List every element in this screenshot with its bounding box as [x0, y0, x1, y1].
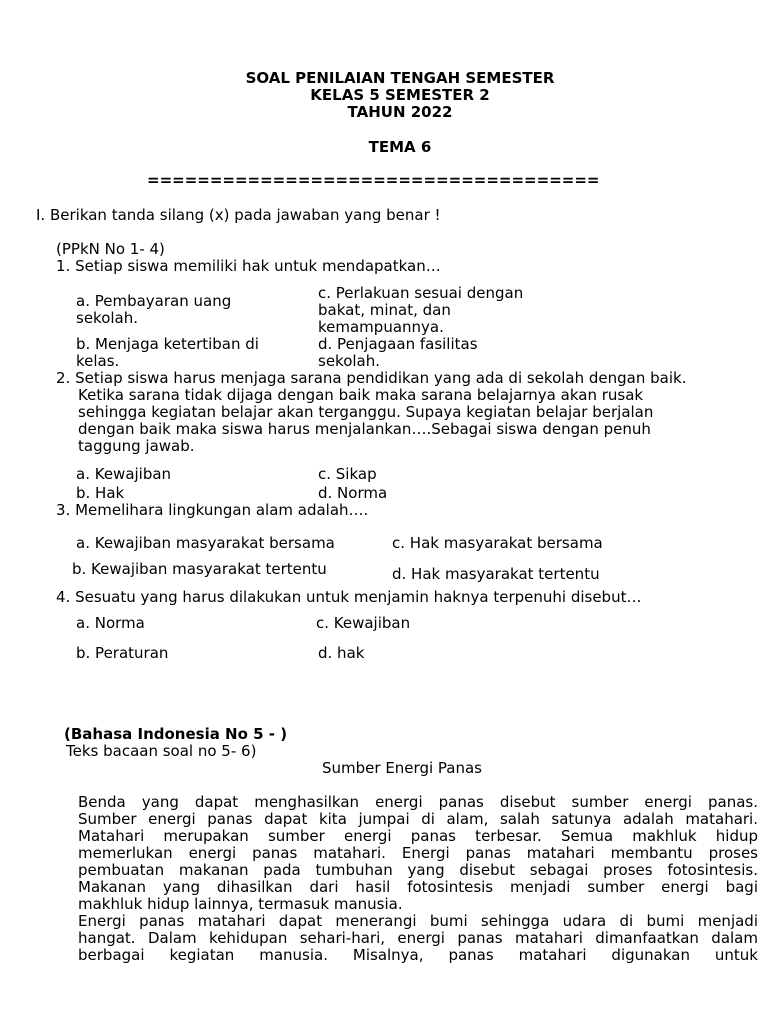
paragraph-line: pembuatan makanan pada tumbuhan yang disebut sebagai proses fotosintesis.	[78, 861, 758, 879]
question-2-line5: taggung jawab.	[78, 437, 195, 455]
question-4: 4. Sesuatu yang harus dilakukan untuk menjamin haknya terpenuhi disebut…	[56, 588, 642, 606]
q3-option-c: c. Hak masyarakat bersama	[392, 534, 603, 552]
q1-option-d: d. Penjagaan fasilitas sekolah.	[318, 335, 478, 370]
reading-title: Sumber Energi Panas	[322, 759, 482, 777]
paragraph-line: memerlukan energi panas matahari. Energi panas matahari membantu proses	[78, 844, 758, 862]
paragraph-line: makhluk hidup lainnya, termasuk manusia.	[78, 895, 403, 913]
q3-option-b: b. Kewajiban masyarakat tertentu	[72, 560, 327, 578]
separator-line: ====================================	[147, 171, 600, 189]
reading-paragraph-2	[78, 913, 758, 964]
paragraph-line: Matahari merupakan sumber energi panas terbesar. Semua makhluk hidup	[78, 827, 758, 845]
reading-text-label: Teks bacaan soal no 5- 6)	[66, 742, 257, 760]
q3-option-a: a. Kewajiban masyarakat bersama	[76, 534, 335, 552]
paragraph-line: Benda yang dapat menghasilkan energi panas disebut sumber energi panas.	[78, 793, 758, 811]
exam-title: SOAL PENILAIAN TENGAH SEMESTER	[245, 69, 555, 87]
ppkn-label: (PPkN No 1- 4)	[56, 240, 165, 258]
paragraph-line: Sumber energi panas dapat kita jumpai di alam, salah satunya adalah matahari.	[78, 810, 758, 828]
question-2-line3: sehingga kegiatan belajar akan terganggu. Supaya kegiatan belajar berjalan	[78, 403, 654, 421]
q2-option-c: c. Sikap	[318, 465, 377, 483]
question-2-line2: Ketika sarana tidak dijaga dengan baik maka sarana belajarnya akan rusak	[78, 386, 644, 404]
exam-year: TAHUN 2022	[347, 103, 453, 121]
q2-option-b: b. Hak	[76, 484, 125, 502]
q1-option-b: b. Menjaga ketertiban di kelas.	[76, 335, 259, 370]
q4-option-a: a. Norma	[76, 614, 145, 632]
q3-option-d: d. Hak masyarakat tertentu	[392, 565, 600, 583]
paragraph-line: Makanan yang dihasilkan dari hasil fotosintesis menjadi sumber energi bagi	[78, 878, 758, 896]
q1-option-a: a. Pembayaran uang sekolah.	[76, 292, 232, 327]
paragraph-line: berbagai kegiatan manusia. Misalnya, panas matahari digunakan untuk	[78, 946, 758, 964]
exam-theme: TEMA 6	[368, 138, 432, 156]
paragraph-line: Energi panas matahari dapat menerangi bumi sehingga udara di bumi menjadi	[78, 912, 758, 930]
q4-option-b: b. Peraturan	[76, 644, 169, 662]
q2-option-a: a. Kewajiban	[76, 465, 172, 483]
q2-option-d: d. Norma	[318, 484, 388, 502]
q4-option-d: d. hak	[318, 644, 365, 662]
reading-paragraph-1	[78, 794, 758, 913]
question-3: 3. Memelihara lingkungan alam adalah….	[56, 501, 369, 519]
q1-option-c: c. Perlakuan sesuai dengan bakat, minat, dan kemampuannya.	[318, 284, 524, 336]
question-2-line4: dengan baik maka siswa harus menjalankan….Sebagai siswa dengan penuh	[78, 420, 651, 438]
paragraph-line: hangat. Dalam kehidupan sehari-hari, energi panas matahari dimanfaatkan dalam	[78, 929, 758, 947]
instruction-text: I. Berikan tanda silang (x) pada jawaban yang benar !	[36, 206, 441, 224]
bahasa-indonesia-label: (Bahasa Indonesia No 5 - )	[64, 725, 288, 743]
exam-class: KELAS 5 SEMESTER 2	[310, 86, 490, 104]
q4-option-c: c. Kewajiban	[316, 614, 411, 632]
question-1: 1. Setiap siswa memiliki hak untuk mendapatkan…	[56, 257, 441, 275]
question-2-line1: 2. Setiap siswa harus menjaga sarana pendidikan yang ada di sekolah dengan baik.	[56, 369, 687, 387]
